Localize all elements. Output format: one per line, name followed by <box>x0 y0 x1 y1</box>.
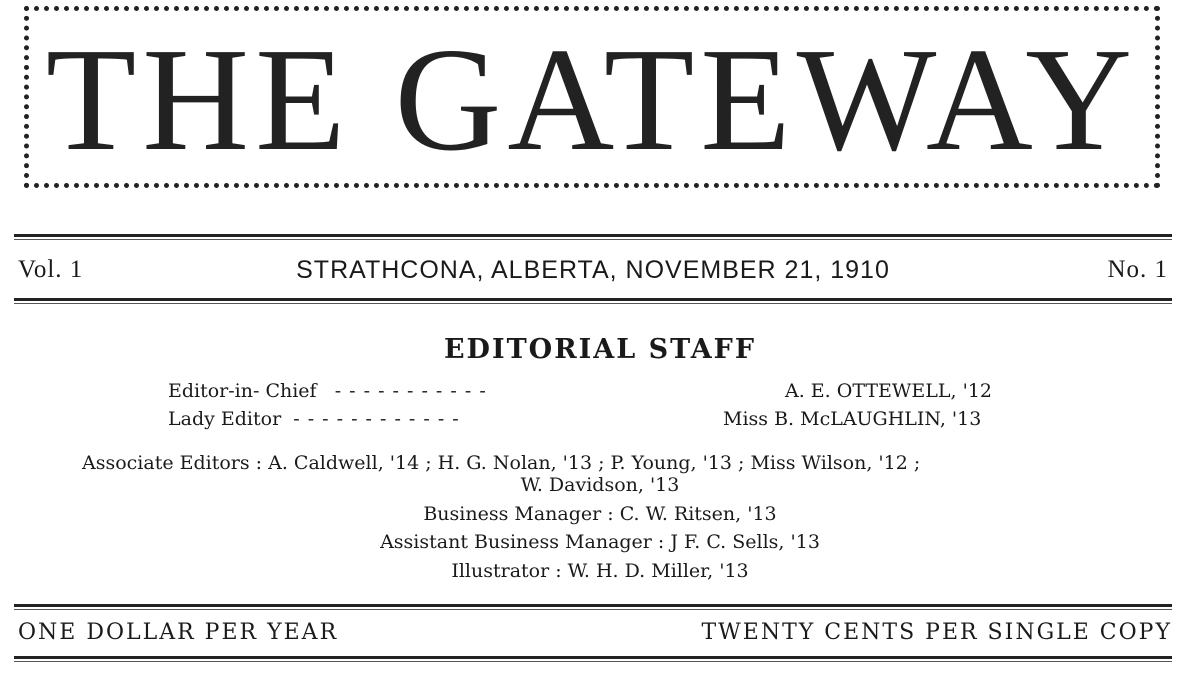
single-copy-price: TWENTY CENTS PER SINGLE COPY <box>701 620 1172 645</box>
lady-editor-row <box>168 408 460 430</box>
assistant-business-manager: Assistant Business Manager : J F. C. Sells, '13 <box>380 531 820 553</box>
newspaper-title: THE GATEWAY <box>45 18 1139 182</box>
rule-above-footer <box>14 604 1172 610</box>
rule-under-dateline <box>14 298 1172 304</box>
rule-bottom <box>14 656 1172 662</box>
dateline <box>14 250 1172 290</box>
rule-top <box>14 234 1172 240</box>
issue-number: No. 1 <box>1107 256 1168 283</box>
editor-in-chief-row <box>168 380 487 402</box>
masthead-border <box>24 6 1160 188</box>
illustrator: Illustrator : W. H. D. Miller, '13 <box>451 560 749 582</box>
leader-dashes: - - - - - - - - - - - - <box>293 408 460 430</box>
business-manager: Business Manager : C. W. Ritsen, '13 <box>423 503 777 525</box>
lady-editor-label: Lady Editor <box>168 408 282 430</box>
price-footer <box>14 620 1172 650</box>
editor-in-chief-name: A. E. OTTEWELL, '12 <box>785 380 993 402</box>
yearly-price: ONE DOLLAR PER YEAR <box>18 620 339 645</box>
leader-dashes: - - - - - - - - - - - <box>334 380 487 402</box>
lady-editor-name: Miss B. McLAUGHLIN, '13 <box>723 408 982 430</box>
volume-label: Vol. 1 <box>18 256 84 283</box>
place-date: STRATHCONA, ALBERTA, NOVEMBER 21, 1910 <box>296 256 890 284</box>
associate-editors-line2: W. Davidson, '13 <box>520 474 680 496</box>
section-heading: EDITORIAL STAFF <box>443 334 757 365</box>
editor-in-chief-label: Editor-in- Chief <box>168 380 317 402</box>
associate-editors-line1: Associate Editors : A. Caldwell, '14 ; H. G. Nolan, '13 ; P. Young, '13 ; Miss Wilson, '12 ; <box>82 452 921 474</box>
